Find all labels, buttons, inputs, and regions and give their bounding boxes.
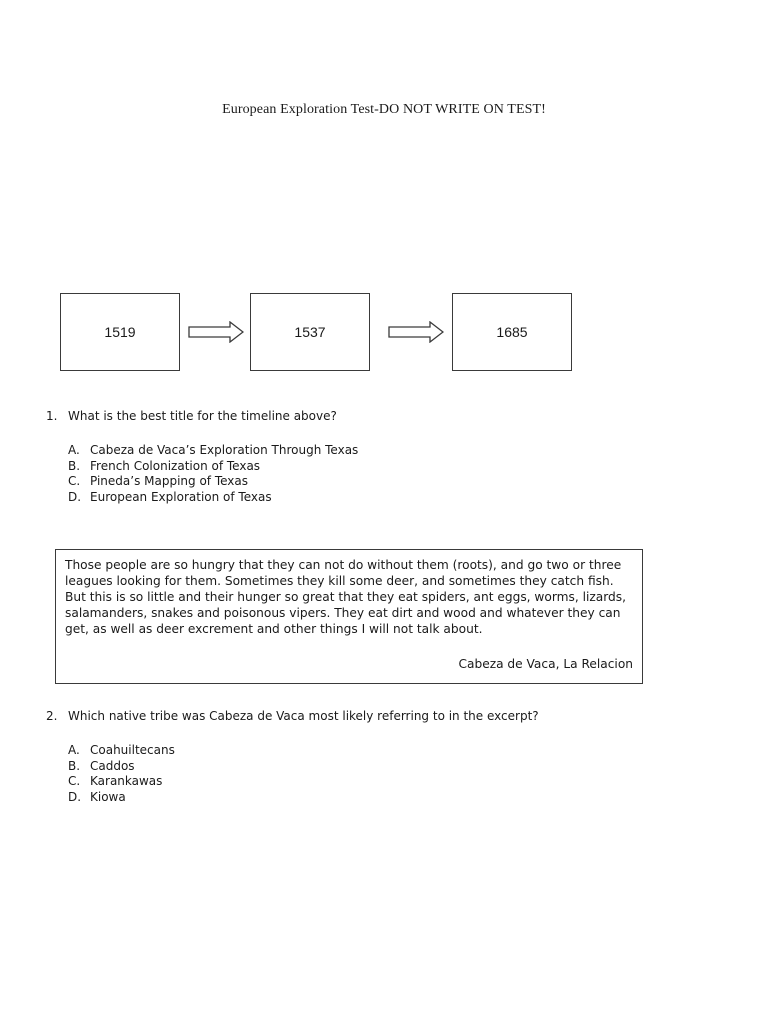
answer-option bbox=[68, 743, 175, 759]
timeline-year: 1519 bbox=[104, 324, 136, 340]
option-text: French Colonization of Texas bbox=[90, 458, 261, 473]
option-text: Caddos bbox=[90, 758, 135, 773]
timeline-box-1 bbox=[60, 293, 180, 371]
question-number: 1. bbox=[46, 409, 58, 423]
option-text: European Exploration of Texas bbox=[90, 490, 272, 505]
answer-option bbox=[68, 790, 175, 806]
excerpt-text: Those people are so hungry that they can not do without them (roots), and go two or three leagues looking for them. Sometimes they kill some deer, and sometimes they catch fish. But this is so little and their hunger so great that they eat spiders, ant eggs, worms, lizards, salamanders, snakes and poisonous vipers. They eat dirt and wood and whatever they can get, as well as deer excrement and other things I will not talk about. bbox=[65, 558, 627, 636]
question-2 bbox=[46, 709, 539, 723]
timeline-box-3 bbox=[452, 293, 572, 371]
option-letter: C. bbox=[68, 474, 81, 489]
right-arrow-icon bbox=[388, 321, 444, 343]
option-text: Pineda’s Mapping of Texas bbox=[90, 474, 249, 489]
option-text: Coahuiltecans bbox=[90, 743, 175, 757]
option-letter: B. bbox=[68, 458, 81, 473]
page-title: European Exploration Test-DO NOT WRITE ON TEST! bbox=[222, 102, 546, 117]
option-letter: A. bbox=[68, 743, 80, 757]
timeline-year: 1685 bbox=[496, 324, 528, 340]
answer-option bbox=[68, 474, 358, 490]
timeline-box-2 bbox=[250, 293, 370, 371]
option-letter: D. bbox=[68, 790, 82, 805]
answer-option bbox=[68, 759, 175, 775]
question-text: What is the best title for the timeline above? bbox=[68, 409, 337, 423]
excerpt-box bbox=[55, 549, 643, 684]
timeline-year: 1537 bbox=[294, 324, 326, 340]
excerpt-source: Cabeza de Vaca, La Relacion bbox=[458, 657, 633, 671]
question-1-options bbox=[68, 443, 358, 506]
option-text: Karankawas bbox=[90, 774, 163, 789]
question-2-options bbox=[68, 743, 175, 806]
question-number: 2. bbox=[46, 709, 58, 723]
option-letter: A. bbox=[68, 443, 80, 457]
option-letter: C. bbox=[68, 774, 81, 789]
answer-option bbox=[68, 459, 358, 475]
answer-option bbox=[68, 490, 358, 506]
option-letter: B. bbox=[68, 758, 81, 773]
timeline bbox=[60, 293, 580, 373]
right-arrow-icon bbox=[188, 321, 244, 343]
question-text: Which native tribe was Cabeza de Vaca most likely referring to in the excerpt? bbox=[68, 709, 539, 723]
question-1 bbox=[46, 409, 337, 423]
answer-option bbox=[68, 774, 175, 790]
answer-option bbox=[68, 443, 358, 459]
option-text: Kiowa bbox=[90, 790, 126, 805]
option-text: Cabeza de Vaca’s Exploration Through Texas bbox=[90, 443, 359, 457]
option-letter: D. bbox=[68, 490, 82, 505]
